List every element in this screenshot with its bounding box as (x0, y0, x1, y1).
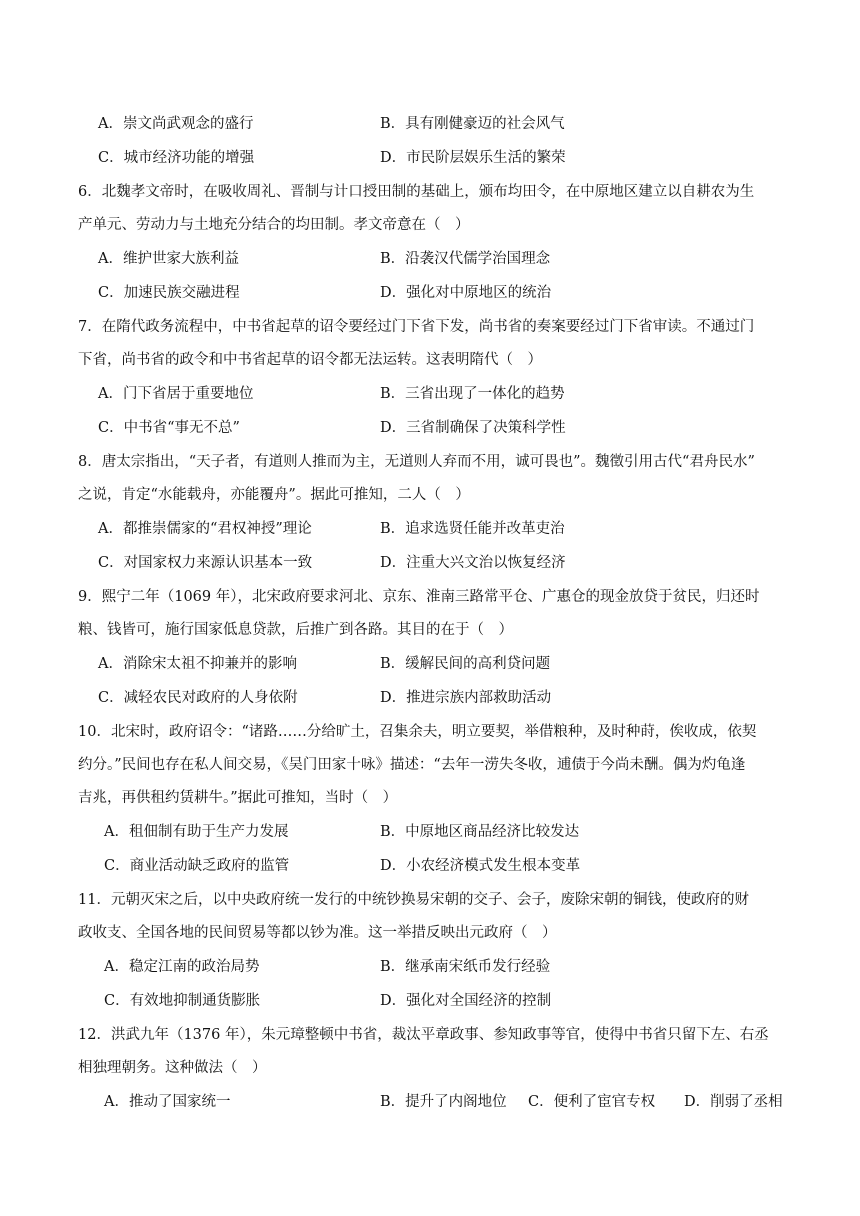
option-c: C．对国家权力来源认识基本一致 (98, 555, 313, 571)
option-b: B．缓解民间的高利贷问题 (380, 656, 551, 672)
option-c: C．减轻农民对政府的人身依附 (98, 690, 298, 706)
question-stem-line: 吉兆，再供租约赁耕牛。”据此可推知，当时（ ） (78, 790, 398, 806)
option-b: B．中原地区商品经济比较发达 (380, 824, 580, 840)
question-stem-line: 政收支、全国各地的民间贸易等都以钞为准。这一举措反映出元政府（ ） (78, 925, 557, 941)
option-a: A．崇文尚武观念的盛行 (98, 116, 254, 132)
option-b: B．追求选贤任能并改革吏治 (380, 521, 565, 537)
question-stem-line: 10．北宋时，政府诏令：“诸路……分给旷土，召集余夫，明立要契，举借粮种，及时种莳，俟收成，依契 (78, 724, 757, 740)
question-stem-line: 11．元朝灭宋之后，以中央政府统一发行的中统钞换易宋朝的交子、会子，废除宋朝的铜钱，使政府的财 (78, 892, 749, 908)
question-stem-line: 9．熙宁二年（1069 年），北宋政府要求河北、京东、淮南三路常平仓、广惠仓的现金放贷于贫民，归还时 (78, 589, 760, 605)
question-stem-line: 产单元、劳动力与土地充分结合的均田制。孝文帝意在（ ） (78, 217, 470, 233)
option-c: C．加速民族交融进程 (98, 285, 240, 301)
option-a: A．租佃制有助于生产力发展 (104, 824, 289, 840)
option-a: A．门下省居于重要地位 (98, 386, 254, 402)
option-b: B．沿袭汉代儒学治国理念 (380, 251, 551, 267)
option-a: A．稳定江南的政治局势 (104, 959, 260, 975)
option-b: B．继承南宋纸币发行经验 (380, 959, 551, 975)
option-a: A．维护世家大族利益 (98, 251, 239, 267)
option-c: C．便利了宦官专权 (528, 1094, 656, 1110)
option-a: A．消除宋太祖不抑兼并的影响 (98, 656, 297, 672)
option-d: D．强化对全国经济的控制 (380, 993, 552, 1009)
question-stem-line: 下省，尚书省的政令和中书省起草的诏令都无法运转。这表明隋代（ ） (78, 352, 542, 368)
option-d: D．三省制确保了决策科学性 (380, 420, 566, 436)
question-stem-line: 7．在隋代政务流程中，中书省起草的诏令要经过门下省下发，尚书省的奏案要经过门下省审读。不通过门 (78, 319, 755, 335)
question-stem-line: 粮、钱皆可，施行国家低息贷款，后推广到各路。其目的在于（ ） (78, 622, 513, 638)
question-stem-line: 之说，肯定“水能载舟，亦能覆舟”。据此可推知，二人（ ） (78, 487, 470, 503)
option-c: C．城市经济功能的增强 (98, 150, 255, 166)
option-d: D．推进宗族内部救助活动 (380, 690, 552, 706)
question-stem-line: 8．唐太宗指出，“天子者，有道则人推而为主，无道则人弃而不用，诚可畏也”。魏徵引用古代“君舟民水” (78, 454, 755, 470)
question-stem-line: 相独理朝务。这种做法（ ） (78, 1060, 267, 1076)
option-a: A．都推崇儒家的“君权神授”理论 (98, 521, 312, 537)
option-b: B．具有刚健豪迈的社会风气 (380, 116, 565, 132)
question-stem-line: 12．洪武九年（1376 年），朱元璋整顿中书省，裁汰平章政事、参知政事等官，使得中书省只留下左、右丞 (78, 1027, 769, 1043)
option-b: B．三省出现了一体化的趋势 (380, 386, 565, 402)
question-stem-line: 6．北魏孝文帝时，在吸收周礼、晋制与计口授田制的基础上，颁布均田令，在中原地区建立以自耕农为生 (78, 184, 755, 200)
option-a: A．推动了国家统一 (104, 1094, 231, 1110)
option-d: D．强化对中原地区的统治 (380, 285, 552, 301)
question-stem-line: 约分。”民间也存在私人间交易，《吴门田家十咏》描述：“去年一涝失冬收，逋债于今尚未酬。偶为灼龟逢 (78, 757, 746, 773)
option-d: D．小农经济模式发生根本变革 (380, 858, 581, 874)
option-c: C．中书省“事无不总” (98, 420, 240, 436)
option-d: D．市民阶层娱乐生活的繁荣 (380, 150, 566, 166)
option-b: B．提升了内阁地位 (380, 1094, 507, 1110)
option-c: C．有效地抑制通货膨胀 (104, 993, 261, 1009)
option-c: C．商业活动缺乏政府的监管 (104, 858, 290, 874)
option-d: D．注重大兴文治以恢复经济 (380, 555, 566, 571)
option-d: D．削弱了丞相 (684, 1094, 783, 1110)
